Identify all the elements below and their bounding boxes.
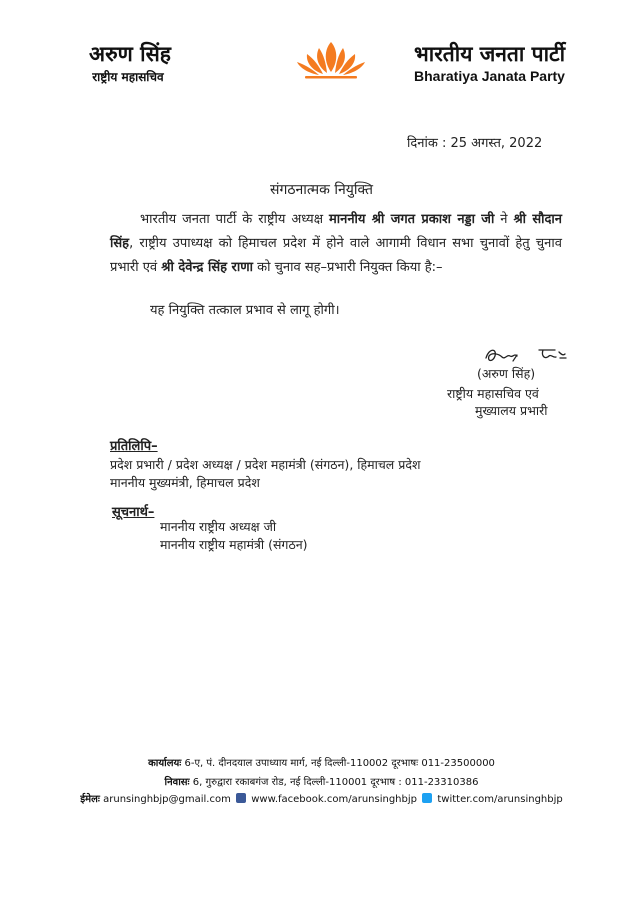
copy-to-line-1: प्रदेश प्रभारी / प्रदेश अध्यक्ष / प्रदेश महामंत्री (संगठन), हिमाचल प्रदेश (110, 457, 421, 472)
for-info-line-2: माननीय राष्ट्रीय महामंत्री (संगठन) (160, 537, 308, 552)
for-info-heading: सूचनार्थ– (112, 505, 155, 520)
effective-note: यह नियुक्ति तत्काल प्रभाव से लागू होगी। (150, 303, 340, 318)
lotus-icon (291, 40, 371, 80)
footer-office (30, 755, 613, 769)
para-text-4: को चुनाव सह–प्रभारी नियुक्त किया है:– (253, 260, 443, 275)
party-name-english: Bharatiya Janata Party (414, 68, 565, 84)
appointee-2-name: श्री देवेन्द्र सिंह राणा (161, 260, 253, 275)
signatory-designation-2: मुख्यालय प्रभारी (475, 403, 548, 418)
date-label: दिनांक : (407, 136, 447, 151)
office-label: कार्यालयः (148, 758, 182, 769)
sender-name: अरुण सिंह (89, 42, 171, 66)
copy-to-line-2: माननीय मुख्यमंत्री, हिमाचल प्रदेश (110, 475, 260, 490)
appointment-paragraph (110, 208, 562, 280)
signatory-designation-1: राष्ट्रीय महासचिव एवं (447, 386, 539, 401)
residence-address: 6, गुरुद्वारा रकाबगंज रोड, नई दिल्ली-110001 दूरभाष : 011-23310386 (189, 777, 479, 788)
appointee-1-name: श्री सौदान सिंह (110, 212, 562, 251)
footer-contacts (30, 791, 613, 805)
email-label: ईमेलः (80, 794, 100, 805)
facebook-icon (236, 793, 246, 803)
signatory-name: (अरुण सिंह) (477, 366, 536, 381)
para-text-1: भारतीय जनता पार्टी के राष्ट्रीय अध्यक्ष (140, 212, 329, 227)
handwritten-signature (483, 344, 573, 366)
facebook-link[interactable]: www.facebook.com/arunsinghbjp (248, 794, 421, 805)
letter-subject: संगठनात्मक नियुक्ति (269, 182, 373, 198)
party-name-hindi: भारतीय जनता पार्टी (414, 42, 566, 66)
sender-designation: राष्ट्रीय महासचिव (92, 70, 164, 84)
letter-date (407, 133, 542, 151)
party-president-name: माननीय श्री जगत प्रकाश नड्डा जी (328, 212, 495, 227)
residence-label: निवासः (164, 777, 190, 788)
email-link[interactable]: arunsinghbjp@gmail.com (99, 794, 235, 805)
for-info-line-1: माननीय राष्ट्रीय अध्यक्ष जी (160, 519, 277, 534)
para-text-3: , राष्ट्रीय उपाध्यक्ष को हिमाचल प्रदेश में होने वाले आगामी विधान सभा चुनावों हेतु चुनाव प्रभारी एवं (110, 236, 562, 275)
footer-residence (30, 774, 613, 788)
office-address: 6-ए, पं. दीनदयाल उपाध्याय मार्ग, नई दिल्ली-110002 दूरभाषः 011-23500000 (181, 758, 495, 769)
copy-to-heading: प्रतिलिपि– (110, 439, 158, 454)
para-text-2: ने (494, 212, 514, 227)
date-value: 25 अगस्त, 2022 (450, 136, 543, 151)
twitter-icon (422, 793, 432, 803)
twitter-link[interactable]: twitter.com/arunsinghbjp (434, 794, 563, 805)
